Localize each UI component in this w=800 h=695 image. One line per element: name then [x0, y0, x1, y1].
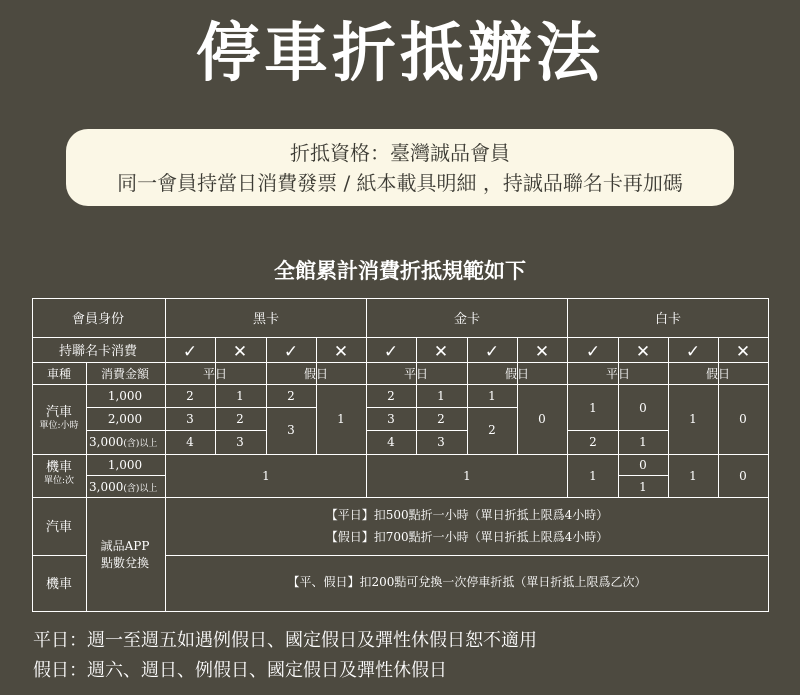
cell-value: 0 — [538, 412, 546, 426]
cell-value: 1 — [639, 435, 647, 449]
cell-value: 0 — [739, 469, 747, 483]
cell-value: 3 — [236, 435, 244, 449]
car-unit: 單位:小時 — [39, 421, 79, 431]
cell-value: 0 — [639, 401, 647, 415]
cell-value: 1 — [589, 469, 597, 483]
cell-value: 1 — [437, 389, 445, 403]
cell-value: 2 — [589, 435, 597, 449]
cross-icon: ✕ — [635, 342, 651, 362]
cross-icon: ✕ — [735, 342, 751, 362]
white-holiday: 假日 — [705, 367, 731, 381]
amount-1000: 1,000 — [107, 389, 143, 403]
cell-value: 2 — [236, 412, 244, 426]
cell-value: 1 — [639, 480, 647, 494]
amount-2000: 2,000 — [107, 412, 143, 426]
app-vehicle-motorcycle: 機車 — [45, 577, 73, 592]
holiday-definition: 假日：週六、週日、例假日、國定假日及彈性休假日 — [33, 660, 447, 681]
app-points-label: 誠品APP — [100, 539, 150, 553]
cell-value: 2 — [186, 389, 194, 403]
gold-holiday: 假日 — [504, 367, 530, 381]
cell-value: 3 — [387, 412, 395, 426]
cobrand-bonus-line: 同一會員持當日消費發票 / 紙本載具明細 ，持誠品聯名卡再加碼 — [117, 170, 683, 195]
cross-icon: ✕ — [333, 342, 349, 362]
cross-icon: ✕ — [534, 342, 550, 362]
cell-value: 1 — [262, 469, 270, 483]
cell-value: 4 — [387, 435, 395, 449]
cell-value: 1 — [488, 389, 496, 403]
app-points-label-2: 點數兌換 — [100, 556, 150, 570]
header-vehicle: 車種 — [46, 367, 72, 381]
check-icon: ✓ — [685, 342, 701, 362]
cell-value: 2 — [387, 389, 395, 403]
vehicle-motorcycle: 機車 — [45, 460, 73, 475]
check-icon: ✓ — [182, 342, 198, 362]
table-title: 全館累計消費折抵規範如下 — [274, 258, 526, 283]
header-cobrand: 持聯名卡消費 — [58, 344, 138, 359]
header-amount: 消費金額 — [100, 367, 150, 381]
tier-white: 白卡 — [654, 312, 682, 327]
cell-value: 1 — [689, 412, 697, 426]
eligibility-line: 折抵資格：臺灣誠品會員 — [290, 140, 510, 165]
tier-gold: 金卡 — [453, 312, 481, 327]
moto-amount-1000: 1,000 — [107, 458, 143, 472]
check-icon: ✓ — [585, 342, 601, 362]
cell-value: 2 — [488, 423, 496, 437]
app-car-holiday-rule: 【假日】扣700點折一小時（單日折抵上限爲4小時） — [325, 530, 609, 544]
check-icon: ✓ — [283, 342, 299, 362]
app-car-weekday-rule: 【平日】扣500點折一小時（單日折抵上限爲4小時） — [325, 508, 609, 522]
cell-value: 2 — [437, 412, 445, 426]
page-title: 停車折抵辦法 — [196, 16, 604, 91]
cell-value: 0 — [639, 458, 647, 472]
weekday-definition: 平日：週一至週五如遇例假日、國定假日及彈性休假日恕不適用 — [33, 630, 537, 651]
cell-value: 2 — [287, 389, 295, 403]
cobrand-marks — [183, 342, 750, 362]
check-icon: ✓ — [484, 342, 500, 362]
black-holiday: 假日 — [303, 367, 329, 381]
cross-icon: ✕ — [232, 342, 248, 362]
header-member-type: 會員身份 — [71, 312, 125, 327]
check-icon: ✓ — [383, 342, 399, 362]
cell-value: 3 — [437, 435, 445, 449]
cell-value: 1 — [589, 401, 597, 415]
white-weekday: 平日 — [605, 367, 631, 381]
vehicle-car: 汽車 — [45, 405, 73, 420]
cell-value: 1 — [689, 469, 697, 483]
cell-value: 1 — [463, 469, 471, 483]
gold-weekday: 平日 — [403, 367, 429, 381]
cell-value: 1 — [236, 389, 244, 403]
moto-amount-3000-up: 3,000(含)以上 — [89, 480, 158, 494]
tier-black: 黑卡 — [252, 312, 280, 327]
app-vehicle-car: 汽車 — [45, 520, 73, 535]
cell-value: 1 — [337, 412, 345, 426]
motorcycle-unit: 單位:次 — [43, 476, 75, 486]
app-motorcycle-rule: 【平、假日】扣200點可兌換一次停車折抵（單日折抵上限爲乙次） — [287, 575, 647, 589]
cell-value: 3 — [287, 423, 295, 437]
cell-value: 3 — [186, 412, 194, 426]
cell-value: 4 — [186, 435, 194, 449]
amount-3000-up: 3,000(含)以上 — [89, 435, 158, 449]
black-weekday: 平日 — [202, 367, 228, 381]
cell-value: 0 — [739, 412, 747, 426]
cross-icon: ✕ — [433, 342, 449, 362]
